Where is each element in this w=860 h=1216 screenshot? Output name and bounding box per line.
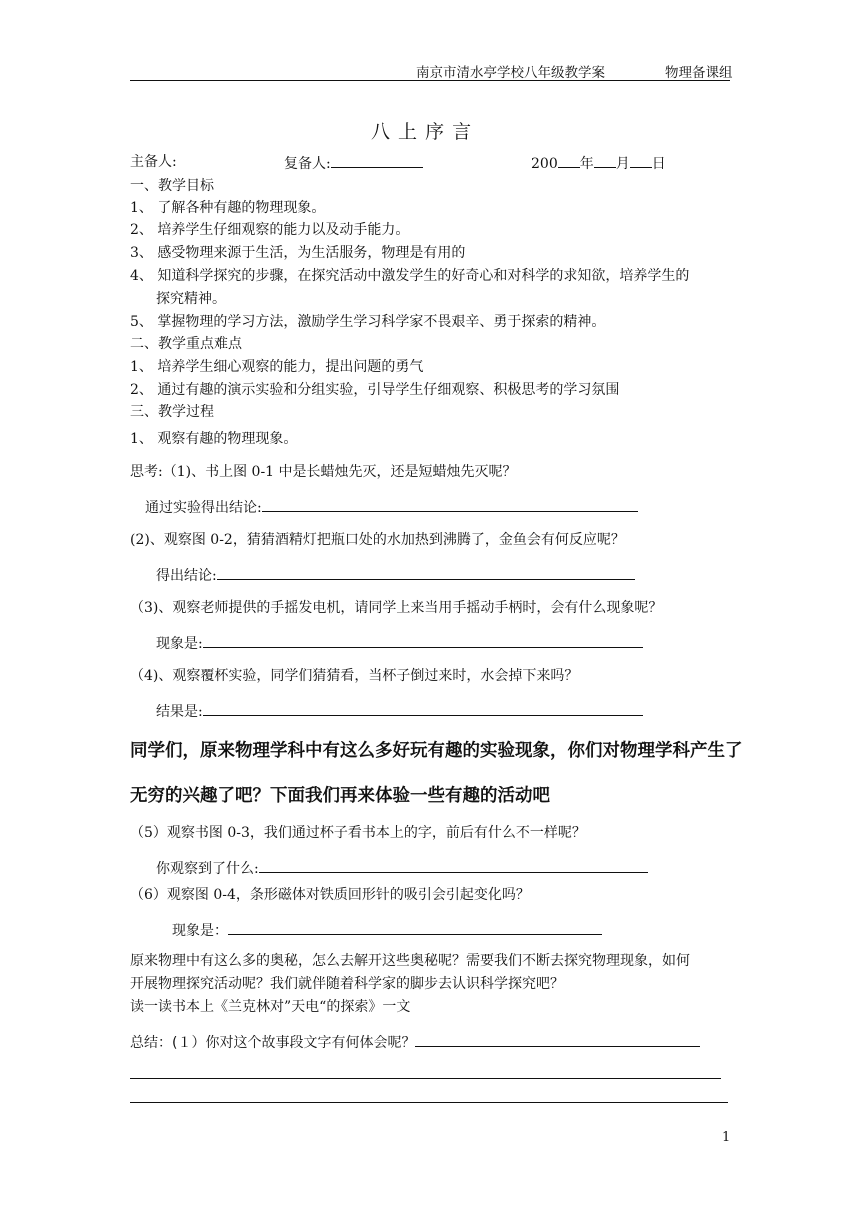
answer-4-blank[interactable] (203, 699, 643, 716)
answer-2-field (156, 563, 635, 585)
answer-1-label: 通过实验得出结论: (145, 500, 262, 516)
answer-3-blank[interactable] (203, 631, 643, 648)
answer-5-blank[interactable] (259, 856, 648, 873)
section1-heading: 一、教学目标 (130, 178, 214, 194)
objective-item-continued: 探究精神。 (156, 291, 226, 307)
co-preparer-field (284, 151, 423, 173)
summary-answer-line[interactable] (130, 1078, 721, 1079)
year-blank[interactable] (558, 151, 580, 168)
date-year-prefix: 200 (531, 156, 558, 172)
answer-6-label: 现象是： (172, 923, 228, 939)
answer-6-blank[interactable] (228, 918, 602, 935)
closing-paragraph-line: 开展物理探究活动呢？我们就伴随着科学家的脚步去认识科学探究吧？ (130, 976, 564, 992)
answer-2-label: 得出结论: (156, 568, 217, 584)
objective-item: 4、 知道科学探究的步骤，在探究活动中激发学生的好奇心和对科学的求知欲，培养学生的 (130, 268, 690, 284)
co-preparer-label: 复备人: (284, 156, 331, 172)
keypoint-item: 1、 培养学生细心观察的能力，提出问题的勇气 (130, 359, 424, 375)
month-unit: 月 (615, 156, 630, 172)
answer-5-label: 你观察到了什么: (156, 861, 259, 877)
year-unit: 年 (579, 156, 594, 172)
summary-field (130, 1030, 700, 1052)
question-1: 思考:（1)、书上图 0-1 中是长蜡烛先灭，还是短蜡烛先灭呢？ (130, 464, 517, 480)
month-blank[interactable] (594, 151, 616, 168)
question-6: （6）观察图 0-4，条形磁体对铁质回形针的吸引会引起变化吗？ (130, 887, 530, 903)
section3-heading: 三、教学过程 (130, 404, 214, 420)
answer-6-field (172, 918, 602, 940)
co-preparer-blank[interactable] (331, 151, 423, 168)
summary-answer-line[interactable] (130, 1102, 728, 1103)
day-blank[interactable] (630, 151, 652, 168)
header-school: 南京市清水亭学校八年级教学案 (416, 65, 605, 81)
answer-3-label: 现象是: (156, 636, 203, 652)
question-4: （4)、观察覆杯实验，同学们猜猜看，当杯子倒过来时，水会掉下来吗？ (130, 668, 579, 684)
objective-item: 2、 培养学生仔细观察的能力以及动手能力。 (130, 222, 410, 238)
objective-item: 3、 感受物理来源于生活，为生活服务，物理是有用的 (130, 245, 466, 261)
answer-4-field (156, 699, 643, 721)
objective-item: 5、 掌握物理的学习方法，激励学生学习科学家不畏艰辛、勇于探索的精神。 (130, 314, 606, 330)
answer-5-field (156, 856, 648, 878)
reading-assignment: 读一读书本上《兰克林对”天电“的探索》一文 (130, 999, 411, 1015)
day-unit: 日 (651, 156, 666, 172)
emphasis-line-1: 同学们，原来物理学科中有这么多好玩有趣的实验现象，你们对物理学科产生了 (130, 741, 743, 761)
summary-label: 总结：(１）你对这个故事段文字有何体会呢？ (130, 1035, 416, 1051)
emphasis-line-2: 无穷的兴趣了吧？下面我们再来体验一些有趣的活动吧 (130, 786, 550, 806)
answer-1-blank[interactable] (262, 495, 638, 512)
question-2: (2)、观察图 0-2，猜猜酒精灯把瓶口处的水加热到沸腾了，金鱼会有何反应呢？ (130, 532, 625, 548)
question-3: （3)、观察老师提供的手摇发电机，请同学上来当用手摇动手柄时，会有什么现象呢？ (130, 600, 663, 616)
header-group: 物理备课组 (665, 65, 733, 81)
objective-item: 1、 了解各种有趣的物理现象。 (130, 200, 326, 216)
closing-paragraph-line: 原来物理中有这么多的奥秘，怎么去解开这些奥秘呢？需要我们不断去探究物理现象，如何 (130, 953, 690, 969)
summary-blank[interactable] (415, 1030, 700, 1047)
page-title: 八 上 序 言 (371, 121, 473, 143)
header-rule (130, 80, 730, 81)
section2-heading: 二、教学重点难点 (130, 336, 242, 352)
answer-2-blank[interactable] (217, 563, 635, 580)
answer-1-field (145, 495, 638, 517)
main-preparer-label: 主备人: (130, 154, 177, 170)
question-5: （5）观察书图 0-3，我们通过杯子看书本上的字，前后有什么不一样呢？ (130, 825, 586, 841)
date-field (531, 151, 666, 173)
answer-3-field (156, 631, 643, 653)
process-step: 1、 观察有趣的物理现象。 (130, 431, 298, 447)
keypoint-item: 2、 通过有趣的演示实验和分组实验，引导学生仔细观察、积极思考的学习氛围 (130, 382, 620, 398)
page-number: 1 (722, 1130, 731, 1145)
answer-4-label: 结果是: (156, 704, 203, 720)
